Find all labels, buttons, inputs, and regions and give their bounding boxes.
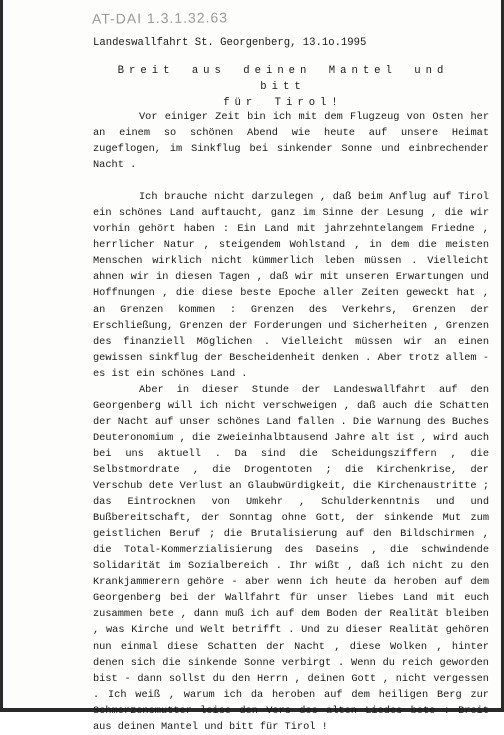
scan-border-left	[0, 0, 3, 712]
title-line-2: für Tirol!	[223, 97, 343, 109]
archive-stamp: AT-DAI 1.3.1.32.63	[91, 9, 229, 27]
paragraph-2: Ich brauche nicht darzulegen , daß beim Anflug auf Tirol ein schönes Land auftaucht, ganz im Sinne der Lesung , die wir vorhin gehört haben : Ein Land mit jahrzehntelangem Friedne , herrlicher Natur , steigendem Wohlstand , in dem die meisten Menschen wirklich nicht kümmerlich leben müssen . Vielleicht ahnen wir in diesen Tagen , daß wir mit unseren Erwartungen und Hoffnungen , die diese beste Epoche aller Zeiten geweckt hat , an Grenzen kommen : Grenzen des Verkehrs, Grenzen der Erschließung, Grenzen der Forderungen und Sicherheiten , Grenzen des finanziell Möglichen . Vielleicht müssen wir an einen gewissen sinkflug der Bescheidenheit denken . Aber trotz allem - es ist ein schönes Land .	[93, 191, 489, 380]
document-title	[93, 63, 473, 111]
paragraph-1: Vor einiger Zeit bin ich mit dem Flugzeug von Osten her an einem so schönen Abend wie heute auf unsere Heimat zugeflogen, im Sinkflug bei sinkender Sonne und einbrechender Nacht .	[93, 111, 489, 172]
document-body	[93, 109, 489, 735]
title-line-1: Breit aus deinen Mantel und bitt	[117, 65, 449, 93]
paragraph-3: Aber in dieser Stunde der Landeswallfahrt auf den Georgenberg will ich nicht verschweigen , daß auch die Schatten der Nacht auf unser schönes Land fallen . Die Warnung des Buches Deuteronomium , die zweieinhalbtausend Jahre alt ist , wird auch bei uns aktuell . Da sind die Scheidungsziffern , die Selbstmordrate , die Drogentoten ; die Kirchenkrise, der Verschub dete Verlust an Glaubwürdigkeit, die Kirchenaustritte ; das Eintrocknen von Umkehr , Schulderkenntnis und und Bußbereitschaft, der Sonntag ohne Gott, der sinkende Mut zum geistlichen Beruf ; die Brutalisierung auf den Bildschirmen , die Total-Kommerzialisierung des Daseins , die schwindende Solidarität im Sozialbereich . Ihr wißt , daß ich nicht zu den Krankjammerern gehöre - aber wenn ich heute da heroben auf dem Georgenberg bei der Wallfahrt für unser liebes Land mit euch zusammen bete , dann muß ich auf dem Boden der Realität bleiben , was Kirche und Welt betrifft . Und zu dieser Realität gehören nun einmal diese Schatten der Nacht , diese Wolken , hinter denen sich die sinkende Sonne verbirgt . Wenn du reich geworden bist - dann sollst du den Herrn , deinen Gott , nicht vergessen . Ich weiß , warum ich da heroben auf dem heiligen Berg zur Schmerzensmutter leise den Vers des alten Liedes bete : Breit aus deinen Mantel und bitt für Tirol !	[93, 383, 489, 733]
document-header: Landeswallfahrt St. Georgenberg, 13.1o.1995	[93, 37, 367, 49]
